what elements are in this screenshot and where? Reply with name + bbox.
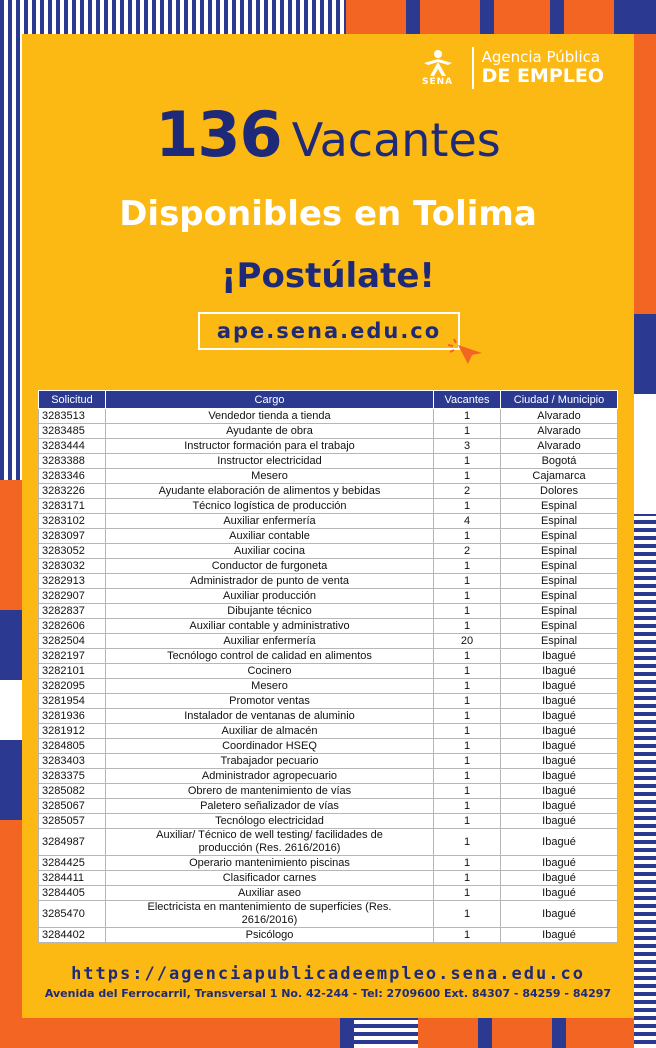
cell-ciudad: Ibagué	[501, 871, 618, 886]
table-body	[39, 409, 618, 943]
cell-vacantes: 1	[434, 619, 501, 634]
cell-solicitud: 3282101	[39, 664, 106, 679]
main-panel	[22, 34, 634, 1018]
cell-vacantes: 1	[434, 409, 501, 424]
table-row	[39, 499, 618, 514]
table-row	[39, 754, 618, 769]
cell-vacantes: 1	[434, 784, 501, 799]
cell-ciudad: Bogotá	[501, 454, 618, 469]
cell-vacantes: 2	[434, 484, 501, 499]
cell-vacantes: 1	[434, 901, 501, 928]
footer-address: Avenida del Ferrocarril, Transversal 1 No. 42-244 - Tel: 2709600 Ext. 84307 - 84259 - 84297	[44, 987, 612, 1000]
cell-solicitud: 3283485	[39, 424, 106, 439]
cell-vacantes: 1	[434, 454, 501, 469]
cell-cargo: Auxiliar enfermería	[106, 514, 434, 529]
cell-ciudad: Ibagué	[501, 709, 618, 724]
website-link[interactable]	[198, 312, 460, 350]
cell-solicitud: 3282913	[39, 574, 106, 589]
cell-vacantes: 1	[434, 928, 501, 943]
cell-vacantes: 1	[434, 469, 501, 484]
cell-ciudad: Ibagué	[501, 724, 618, 739]
cell-solicitud: 3283097	[39, 529, 106, 544]
cell-solicitud: 3283102	[39, 514, 106, 529]
vacancy-word: Vacantes	[291, 113, 501, 167]
cell-solicitud: 3285470	[39, 901, 106, 928]
cell-vacantes: 1	[434, 499, 501, 514]
cell-vacantes: 1	[434, 724, 501, 739]
cell-solicitud: 3281936	[39, 709, 106, 724]
table-row	[39, 619, 618, 634]
cell-ciudad: Espinal	[501, 634, 618, 649]
table-header-row	[39, 391, 618, 409]
cell-vacantes: 1	[434, 871, 501, 886]
cell-solicitud: 3282504	[39, 634, 106, 649]
cell-cargo: Auxiliar de almacén	[106, 724, 434, 739]
cell-ciudad: Alvarado	[501, 424, 618, 439]
cell-ciudad: Ibagué	[501, 886, 618, 901]
cell-solicitud: 3281954	[39, 694, 106, 709]
table-row	[39, 634, 618, 649]
cell-ciudad: Espinal	[501, 604, 618, 619]
logo-line2: DE EMPLEO	[481, 65, 604, 87]
table-row	[39, 604, 618, 619]
table-row	[39, 769, 618, 784]
cell-vacantes: 20	[434, 634, 501, 649]
cell-vacantes: 1	[434, 559, 501, 574]
website-link-text: ape.sena.edu.co	[216, 319, 442, 343]
cell-ciudad: Alvarado	[501, 409, 618, 424]
agency-logo	[412, 46, 604, 90]
cell-solicitud: 3283444	[39, 439, 106, 454]
sena-figure-icon	[420, 49, 456, 77]
table-row	[39, 856, 618, 871]
cell-ciudad: Ibagué	[501, 784, 618, 799]
table-row	[39, 424, 618, 439]
cell-vacantes: 1	[434, 886, 501, 901]
cell-solicitud: 3283346	[39, 469, 106, 484]
cell-ciudad: Ibagué	[501, 679, 618, 694]
cell-cargo: Clasificador carnes	[106, 871, 434, 886]
cell-ciudad: Ibagué	[501, 799, 618, 814]
cell-cargo: Operario mantenimiento piscinas	[106, 856, 434, 871]
cell-solicitud: 3283052	[39, 544, 106, 559]
table-row	[39, 469, 618, 484]
cell-cargo: Instalador de ventanas de aluminio	[106, 709, 434, 724]
cell-solicitud: 3284402	[39, 928, 106, 943]
cell-ciudad: Ibagué	[501, 901, 618, 928]
cell-cargo: Auxiliar cocina	[106, 544, 434, 559]
table-row	[39, 454, 618, 469]
cell-vacantes: 1	[434, 679, 501, 694]
table-row	[39, 814, 618, 829]
table-row	[39, 559, 618, 574]
cell-solicitud: 3283388	[39, 454, 106, 469]
cell-solicitud: 3284987	[39, 829, 106, 856]
cell-cargo: Obrero de mantenimiento de vías	[106, 784, 434, 799]
cell-ciudad: Espinal	[501, 544, 618, 559]
cell-cargo: Trabajador pecuario	[106, 754, 434, 769]
cell-solicitud: 3282907	[39, 589, 106, 604]
table-row	[39, 664, 618, 679]
cell-cargo: Auxiliar contable	[106, 529, 434, 544]
table-row	[39, 694, 618, 709]
cell-ciudad: Espinal	[501, 559, 618, 574]
table-row	[39, 928, 618, 943]
cell-cargo: Tecnólogo control de calidad en alimentos	[106, 649, 434, 664]
cell-solicitud: 3284411	[39, 871, 106, 886]
table-row	[39, 589, 618, 604]
cell-solicitud: 3285067	[39, 799, 106, 814]
cell-ciudad: Ibagué	[501, 829, 618, 856]
cell-vacantes: 1	[434, 574, 501, 589]
cell-cargo: Técnico logística de producción	[106, 499, 434, 514]
cell-vacantes: 1	[434, 799, 501, 814]
table-row	[39, 544, 618, 559]
cell-vacantes: 1	[434, 709, 501, 724]
cell-solicitud: 3284425	[39, 856, 106, 871]
cell-ciudad: Dolores	[501, 484, 618, 499]
cell-vacantes: 1	[434, 814, 501, 829]
cell-vacantes: 1	[434, 754, 501, 769]
cell-vacantes: 3	[434, 439, 501, 454]
table-row	[39, 484, 618, 499]
cell-ciudad: Ibagué	[501, 649, 618, 664]
cell-cargo: Promotor ventas	[106, 694, 434, 709]
cell-cargo: Paletero señalizador de vías	[106, 799, 434, 814]
cell-solicitud: 3283513	[39, 409, 106, 424]
cell-cargo: Mesero	[106, 469, 434, 484]
cell-solicitud: 3284805	[39, 739, 106, 754]
cell-vacantes: 1	[434, 604, 501, 619]
cell-cargo: Tecnólogo electricidad	[106, 814, 434, 829]
sena-logo-icon	[412, 46, 464, 90]
table-row	[39, 724, 618, 739]
cell-ciudad: Espinal	[501, 514, 618, 529]
cell-vacantes: 1	[434, 769, 501, 784]
cell-ciudad: Alvarado	[501, 439, 618, 454]
cell-cargo: Auxiliar/ Técnico de well testing/ facilidades de producción (Res. 2616/2016)	[106, 829, 434, 856]
cell-cargo: Ayudante elaboración de alimentos y bebidas	[106, 484, 434, 499]
cell-vacantes: 1	[434, 529, 501, 544]
cell-solicitud: 3283171	[39, 499, 106, 514]
cell-solicitud: 3283032	[39, 559, 106, 574]
table-row	[39, 784, 618, 799]
cell-solicitud: 3282837	[39, 604, 106, 619]
cell-ciudad: Espinal	[501, 619, 618, 634]
table-row	[39, 529, 618, 544]
table-row	[39, 886, 618, 901]
header-ciudad: Ciudad / Municipio	[501, 391, 618, 409]
cell-ciudad: Ibagué	[501, 694, 618, 709]
cell-solicitud: 3282095	[39, 679, 106, 694]
headline-region: Disponibles en Tolima	[119, 194, 537, 234]
cell-cargo: Electricista en mantenimiento de superficies (Res. 2616/2016)	[106, 901, 434, 928]
cell-ciudad: Cajamarca	[501, 469, 618, 484]
cursor-click-icon	[448, 337, 484, 365]
table-row	[39, 829, 618, 856]
cell-cargo: Auxiliar producción	[106, 589, 434, 604]
table-row	[39, 799, 618, 814]
cell-solicitud: 3281912	[39, 724, 106, 739]
cell-cargo: Cocinero	[106, 664, 434, 679]
cell-solicitud: 3282197	[39, 649, 106, 664]
cell-ciudad: Ibagué	[501, 754, 618, 769]
cell-solicitud: 3283403	[39, 754, 106, 769]
cell-cargo: Conductor de furgoneta	[106, 559, 434, 574]
header-cargo: Cargo	[106, 391, 434, 409]
cell-cargo: Coordinador HSEQ	[106, 739, 434, 754]
cell-ciudad: Espinal	[501, 499, 618, 514]
cell-ciudad: Ibagué	[501, 856, 618, 871]
cell-vacantes: 1	[434, 829, 501, 856]
cell-vacantes: 1	[434, 856, 501, 871]
table-row	[39, 649, 618, 664]
cell-cargo: Dibujante técnico	[106, 604, 434, 619]
table-row	[39, 439, 618, 454]
cell-vacantes: 1	[434, 739, 501, 754]
cell-solicitud: 3285057	[39, 814, 106, 829]
cell-cargo: Mesero	[106, 679, 434, 694]
cell-ciudad: Ibagué	[501, 769, 618, 784]
cell-solicitud: 3284405	[39, 886, 106, 901]
cell-vacantes: 1	[434, 664, 501, 679]
table-row	[39, 871, 618, 886]
cell-solicitud: 3283375	[39, 769, 106, 784]
cell-ciudad: Espinal	[501, 574, 618, 589]
cell-vacantes: 1	[434, 589, 501, 604]
logo-text	[482, 50, 604, 86]
cell-cargo: Auxiliar aseo	[106, 886, 434, 901]
cell-cargo: Instructor formación para el trabajo	[106, 439, 434, 454]
cell-solicitud: 3285082	[39, 784, 106, 799]
cell-cargo: Ayudante de obra	[106, 424, 434, 439]
table-row	[39, 679, 618, 694]
headline-main	[22, 98, 634, 171]
cell-solicitud: 3282606	[39, 619, 106, 634]
cell-cargo: Administrador agropecuario	[106, 769, 434, 784]
header-solicitud: Solicitud	[39, 391, 106, 409]
cell-vacantes: 1	[434, 649, 501, 664]
sena-wordmark: SENA	[422, 77, 454, 87]
cell-cargo: Instructor electricidad	[106, 454, 434, 469]
cell-ciudad: Espinal	[501, 529, 618, 544]
table-row	[39, 514, 618, 529]
header-vacantes: Vacantes	[434, 391, 501, 409]
table-row	[39, 574, 618, 589]
logo-divider	[472, 47, 474, 89]
cell-vacantes: 4	[434, 514, 501, 529]
cell-cargo: Auxiliar enfermería	[106, 634, 434, 649]
cell-ciudad: Ibagué	[501, 664, 618, 679]
cell-ciudad: Ibagué	[501, 928, 618, 943]
table-row	[39, 901, 618, 928]
cell-ciudad: Ibagué	[501, 814, 618, 829]
cell-ciudad: Ibagué	[501, 739, 618, 754]
cell-vacantes: 1	[434, 424, 501, 439]
headline-cta: ¡Postúlate!	[221, 256, 435, 296]
cell-cargo: Auxiliar contable y administrativo	[106, 619, 434, 634]
cell-solicitud: 3283226	[39, 484, 106, 499]
table-row	[39, 739, 618, 754]
table-row	[39, 409, 618, 424]
cell-ciudad: Espinal	[501, 589, 618, 604]
cell-vacantes: 2	[434, 544, 501, 559]
cell-cargo: Administrador de punto de venta	[106, 574, 434, 589]
vacancy-count: 136	[155, 98, 282, 171]
logo-line1: Agencia Pública	[481, 48, 601, 66]
cell-vacantes: 1	[434, 694, 501, 709]
vacancies-table	[38, 390, 618, 943]
table-row	[39, 709, 618, 724]
footer-url[interactable]: https://agenciapublicadeempleo.sena.edu.co	[71, 964, 585, 984]
cell-cargo: Psicólogo	[106, 928, 434, 943]
cell-cargo: Vendedor tienda a tienda	[106, 409, 434, 424]
